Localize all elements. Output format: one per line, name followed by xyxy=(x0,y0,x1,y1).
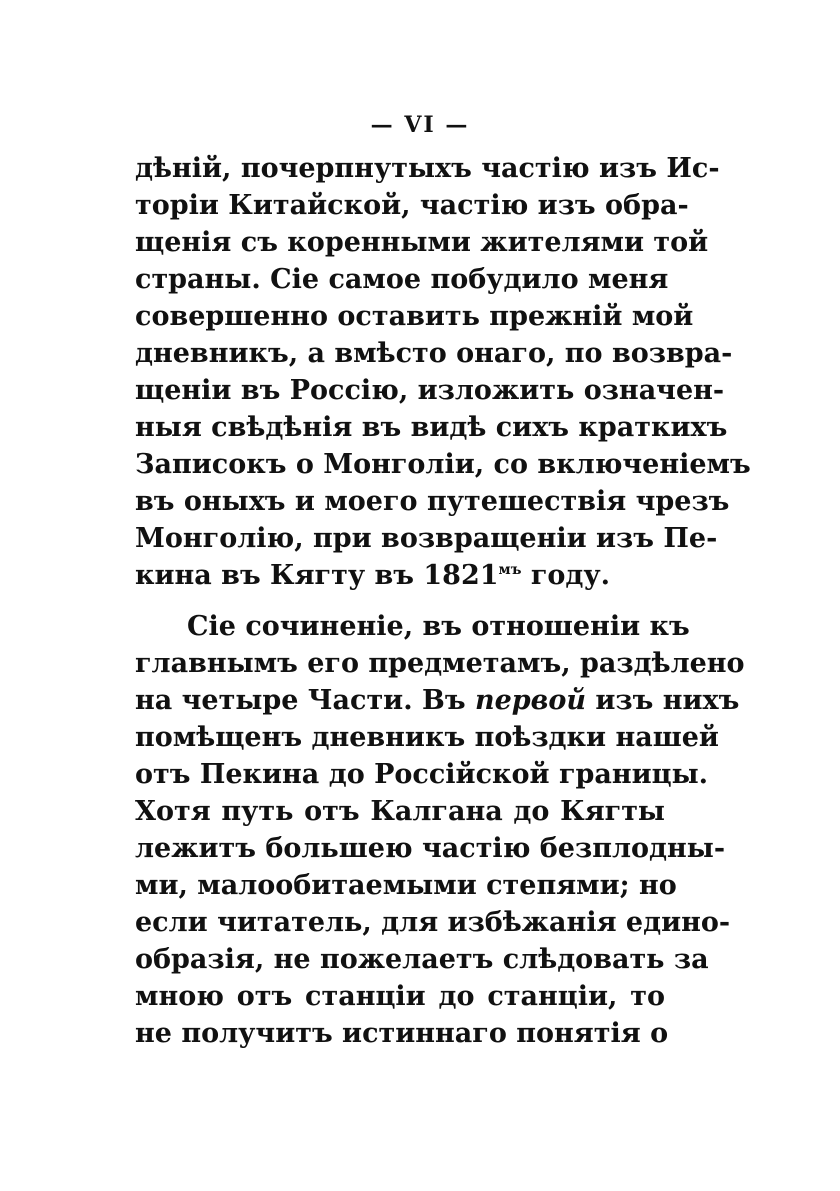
text-line: въ оныхъ и моего путешествія чрезъ xyxy=(135,486,730,517)
text-line: ми, малообитаемыми степями; но xyxy=(135,870,677,901)
text-line: не получитъ истиннаго понятія о xyxy=(135,1018,669,1049)
text-line: Монголію, при возвращеніи изъ Пе- xyxy=(135,523,718,554)
text-line: щеніи въ Россію, изложить означен- xyxy=(135,375,725,406)
body-text xyxy=(135,150,751,1052)
text-line: совершенно оставить прежній мой xyxy=(135,301,694,332)
text-line-with-italic xyxy=(135,682,740,719)
text-line: Записокъ о Монголіи, со включеніемъ xyxy=(135,449,751,480)
paragraph-end-line xyxy=(135,557,665,594)
text-line: страны. Сіе самое побудило меня xyxy=(135,264,669,295)
text-line: Хотя путь отъ Калгана до Кягты xyxy=(135,796,665,827)
text-fragment: на четыре Части. Въ xyxy=(135,685,475,716)
italic-word: первой xyxy=(474,685,586,716)
paragraph-first-line: Сіе сочиненіе, въ отношеніи къ xyxy=(187,611,690,642)
text-line: отъ Пекина до Россійской границы. xyxy=(135,759,709,790)
ordinal-superscript: мъ xyxy=(498,562,522,578)
text-line: лежитъ большею частію безплодны- xyxy=(135,833,726,864)
text-fragment: изъ нихъ xyxy=(586,685,740,716)
text-fragment: кина въ Кягту въ 1821 xyxy=(135,560,499,591)
text-line: дневникъ, а вмѣсто онаго, по возвра- xyxy=(135,338,733,369)
text-line: образія, не пожелаетъ слѣдовать за xyxy=(135,944,709,975)
page-number: — VI — xyxy=(370,112,470,138)
text-line: мною отъ станціи до станціи, то xyxy=(135,981,665,1012)
text-line: дѣній, почерпнутыхъ частію изъ Ис- xyxy=(135,153,720,184)
text-line: щенія съ коренными жителями той xyxy=(135,227,709,258)
text-line: если читатель, для избѣжанія едино- xyxy=(135,907,731,938)
text-line: торіи Китайской, частію изъ обра- xyxy=(135,190,689,221)
paragraph-gap xyxy=(135,594,665,608)
text-line: ныя свѣдѣнія въ видѣ сихъ краткихъ xyxy=(135,412,728,443)
text-fragment: году. xyxy=(521,560,611,591)
text-line: главнымъ его предметамъ, раздѣлено xyxy=(135,648,745,679)
text-line: помѣщенъ дневникъ поѣздки нашей xyxy=(135,722,719,753)
